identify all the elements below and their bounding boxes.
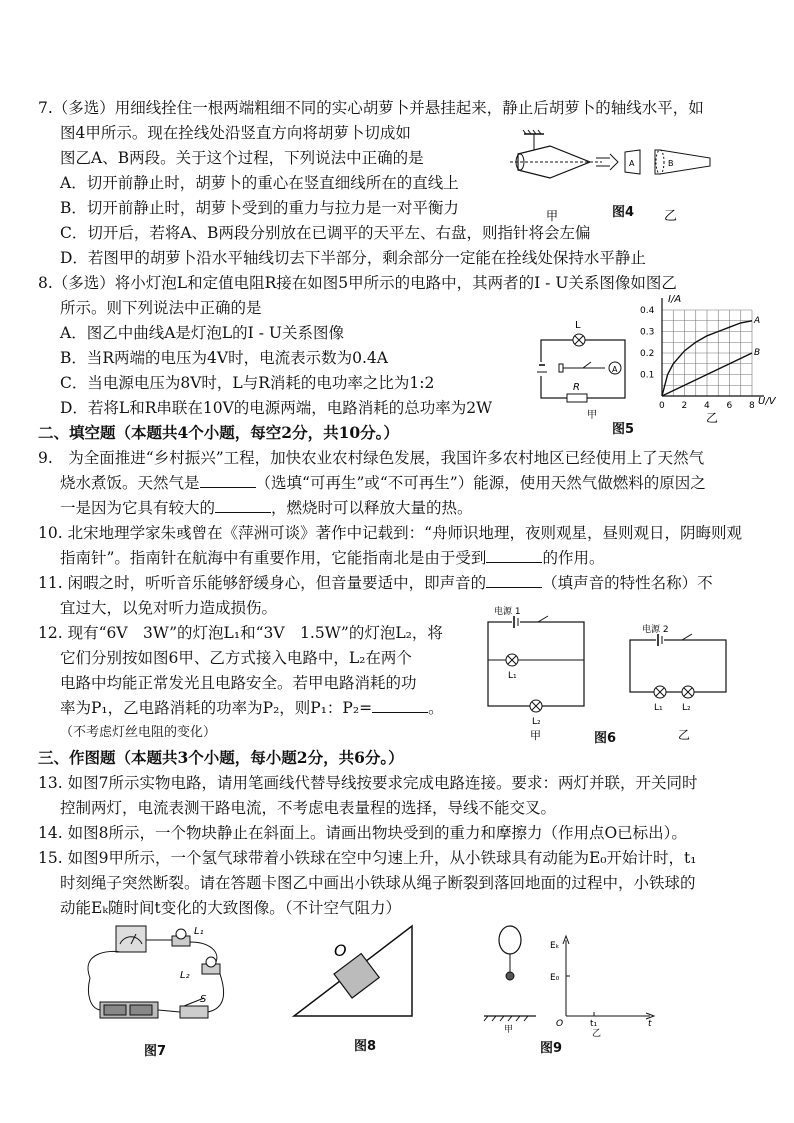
q7-option-a: A．切开前静止时，胡萝卜的重心在竖直细线所在的直线上 [60, 174, 459, 192]
q12-line1: 12. 现有“6V 3W”的灯泡L₁和“3V 1.5W”的灯泡L₂，将 [38, 624, 443, 642]
fig7-caption: 图7 [144, 1044, 167, 1059]
q9-blank-2[interactable] [215, 498, 271, 513]
fig9-t1: t₁ [590, 1019, 598, 1029]
chart-axes [662, 298, 764, 396]
section-2-heading: 二、填空题（本题共4个小题，每空2分，共10分。） [38, 423, 399, 442]
fig6-yi: 乙 [678, 728, 691, 742]
q12-line4: 率为P₁，乙电路消耗的功率为P₂，则P₁：P₂= 。 [60, 699, 444, 717]
section-3-heading: 三、作图题（本题共3个小题，每小题2分，共6分。） [38, 748, 404, 767]
q11-blank[interactable] [486, 573, 542, 588]
fig6-src2: 电源 2 [642, 625, 669, 635]
q15-line1: 15. 如图9甲所示，一个氢气球带着小铁球在空中匀速上升，从小铁球具有动能为E₀开始计时，t₁ [38, 849, 697, 867]
q13-line1: 13. 如图7所示实物电路，请用笔画线代替导线按要求完成电路连接。要求：两灯并联，开关同时 [38, 774, 698, 792]
q11-line1: 11. 闲暇之时，听听音乐能够舒缓身心，但音量要适中，即声音的 （填声音的特性名称）不 [38, 574, 713, 592]
figure-5-iu-chart [640, 292, 780, 428]
fig9-caption: 图9 [540, 1041, 563, 1056]
figure-9 [470, 922, 670, 1039]
q10-line1: 10. 北宋地理学家朱彧曾在《萍洲可谈》著作中记载到：“舟师识地理，夜则观星，昼则观日，阴晦则观 [38, 524, 743, 542]
fig8-o-label: O [334, 941, 347, 960]
fig4-jia: 甲 [546, 209, 559, 223]
q8-line2: 所示。则下列说法中正确的是 [60, 299, 262, 317]
fig7-s: S [200, 994, 207, 1005]
q9-blank-1[interactable] [200, 473, 256, 488]
q7-line2: 图4甲所示。现在拴线处沿竖直方向将胡萝卜切成如 [60, 124, 411, 142]
ammeter-label: A [612, 365, 618, 374]
q7-option-c: C．切开后，若将A、B两段分别放在已调平的天平左、右盘，则指针将会左偏 [60, 224, 591, 242]
chart-grid [662, 310, 752, 396]
q10-line2: 指南针”。指南针在航海中有重要作用，它能指南北是由于受到 的作用。 [60, 549, 605, 567]
chart-ylabel: I/A [668, 294, 682, 305]
fig6-caption: 图6 [594, 731, 617, 746]
fig6-yi-l1: L₁ [654, 703, 663, 713]
fig4-caption: 图4 [612, 205, 635, 220]
fig6-jia: 甲 [530, 729, 541, 742]
q12-blank[interactable] [372, 698, 428, 713]
q8-option-b: B．当R两端的电压为4V时，电流表示数为0.4A [60, 349, 388, 367]
fig9-ek: Eₖ [550, 941, 560, 951]
q7-line3: 图乙A、B两段。关于这个过程，下列说法中正确的是 [60, 149, 424, 167]
q8-option-d: D．若将L和R串联在10V的电源两端，电路消耗的总功率为2W [60, 399, 493, 417]
figure-5-circuit [535, 310, 635, 422]
fig9-e0: E₀ [550, 973, 560, 983]
q15-line2: 时刻绳子突然断裂。请在答题卡图乙中画出小铁球从绳子断裂到落回地面的过程中，小铁球的 [60, 874, 696, 892]
carrot-label-b: B [668, 159, 674, 168]
chart-ticks [640, 306, 755, 411]
fig8-caption: 图8 [354, 1039, 377, 1054]
chart-y-tick-label: 0.4 [640, 306, 655, 316]
q15-line3: 动能Eₖ随时间t变化的大致图像。（不计空气阻力） [60, 899, 401, 917]
q8-option-a: A．图乙中曲线A是灯泡L的I - U关系图像 [60, 324, 344, 342]
chart-xlabel: U/V [758, 396, 776, 407]
q12-line2: 它们分别按如图6甲、乙方式接入电路中，L₂在两个 [60, 649, 412, 667]
figure-6-circuits [482, 604, 782, 744]
q7-option-b: B．切开前静止时，胡萝卜受到的重力与拉力是一对平衡力 [60, 199, 459, 217]
chart-x-tick-label: 8 [749, 401, 755, 411]
figure-8-incline [290, 922, 420, 1022]
fig5-yi: 乙 [706, 411, 719, 425]
chart-series-label-b: B [754, 348, 761, 358]
fig9-t: t [648, 1019, 652, 1029]
chart-x-tick-label: 6 [726, 401, 733, 411]
fig6-yi-l2: L₂ [682, 703, 691, 713]
fig5-caption: 图5 [612, 422, 635, 437]
q8-option-c: C．当电源电压为8V时，L与R消耗的电功率之比为1:2 [60, 374, 435, 392]
q8-line1: 8.（多选）将小灯泡L和定值电阻R接在如图5甲所示的电路中，其两者的I - U关系图像如图乙 [38, 274, 677, 292]
fig9-yi: 乙 [592, 1029, 602, 1039]
fig9-origin: O [556, 1019, 564, 1029]
circuit-label-r: R [573, 382, 580, 393]
q9-line3: 一是因为它具有较大的 ，燃烧时可以释放大量的热。 [60, 499, 473, 517]
q9-line1: 9. 为全面推进“乡村振兴”工程，加快农业农村绿色发展，我国许多农村地区已经使用上了天然气 [38, 449, 705, 467]
chart-y-tick-label: 0.1 [640, 370, 655, 381]
fig4-yi: 乙 [664, 209, 678, 224]
chart-y-tick-label: 0.3 [640, 327, 655, 338]
chart-series [662, 316, 760, 396]
fig9-jia: 甲 [504, 1025, 514, 1035]
q14-line1: 14. 如图8所示，一个物块静止在斜面上。请画出物块受到的重力和摩擦力（作用点O已标出）。 [38, 824, 687, 842]
fig6-jia-l2: L₂ [532, 717, 541, 727]
q12-line3: 电路中均能正常发光且电路安全。若甲电路消耗的功 [60, 674, 417, 692]
q7-option-d: D．若图甲的胡萝卜沿水平轴线切去下半部分，剩余部分一定能在拴线处保持水平静止 [60, 249, 646, 267]
fig7-l1: L₁ [194, 926, 204, 937]
chart-x-tick-label: 4 [704, 401, 710, 411]
q11-line2: 宜过大，以免对听力造成损伤。 [60, 599, 278, 617]
fig6-src1: 电源 1 [494, 607, 521, 617]
chart-y-tick-label: 0.2 [640, 349, 655, 359]
q10-blank[interactable] [486, 548, 542, 563]
chart-series-label-a: A [754, 315, 761, 326]
fig7-l2: L₂ [180, 970, 190, 981]
q13-line2: 控制两灯，电流表测干路电流，不考虑电表量程的选择，导线不能交叉。 [60, 799, 557, 817]
figure-7-physical-circuit [80, 922, 240, 1032]
chart-x-tick-label: 2 [681, 401, 688, 411]
q9-line2: 烧水煮饭。天然气是 （选填“可再生”或“不可再生”）能源，使用天然气做燃料的原因之 [60, 474, 706, 492]
carrot-label-a: A [629, 159, 635, 168]
fig6-jia-l1: L₁ [508, 671, 517, 681]
circuit-label-l: L [575, 320, 581, 331]
q7-line1: 7.（多选）用细线拴住一根两端粗细不同的实心胡萝卜并悬挂起来，静止后胡萝卜的轴线水平，如 [38, 99, 704, 117]
chart-x-tick-label: 0 [659, 401, 665, 411]
q12-note: （不考虑灯丝电阻的变化） [60, 725, 217, 740]
fig5-jia: 甲 [587, 410, 597, 421]
